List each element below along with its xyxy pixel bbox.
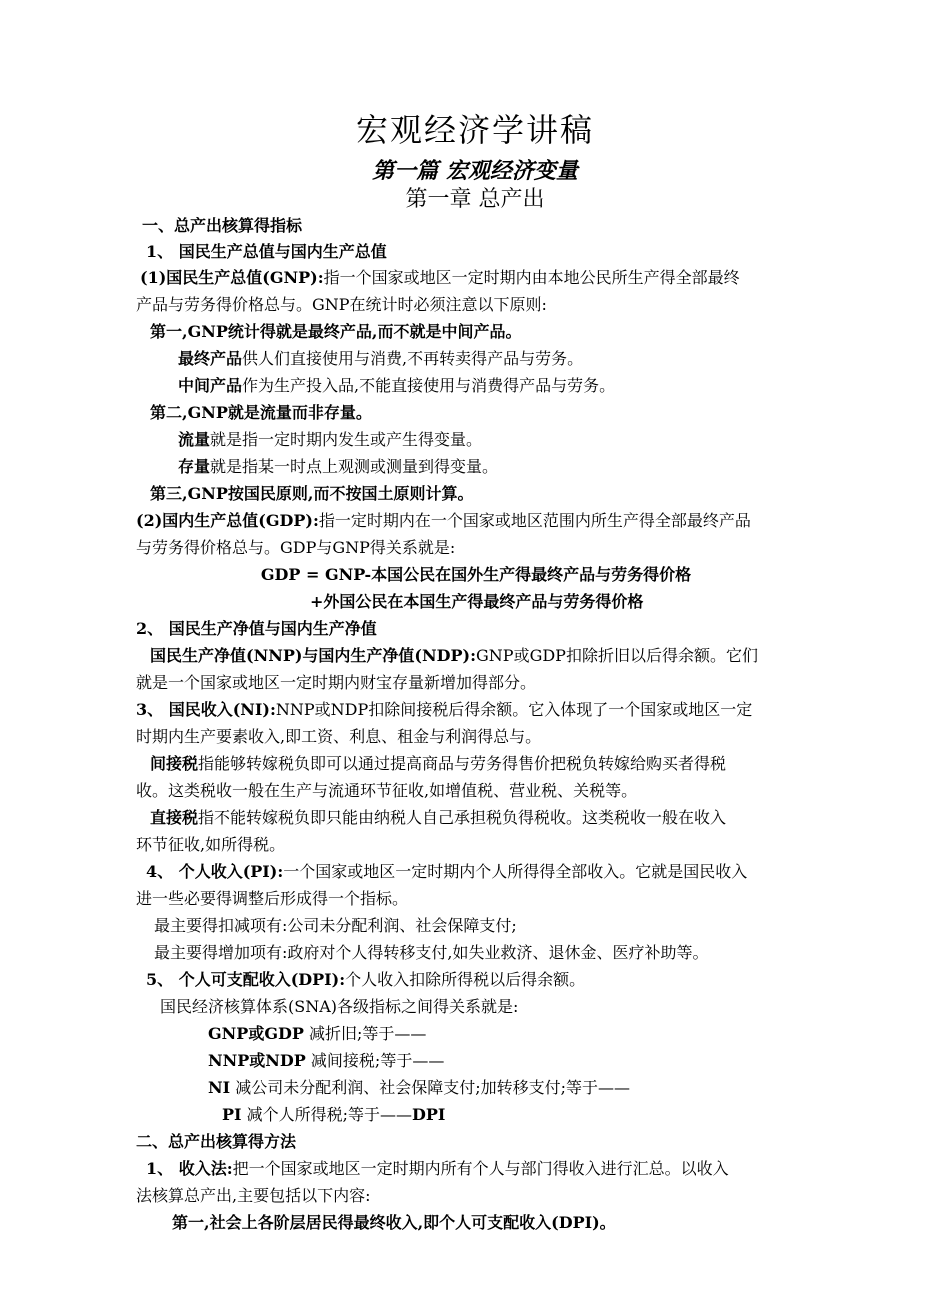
ni-definition-cont: 时期内生产要素收入,即工资、利息、租金与利润得总与。 <box>136 727 542 746</box>
sna-step-2: NNP或NDP 减间接税;等于—— <box>208 1051 445 1070</box>
sna-step-1: GNP或GDP 减折旧;等于—— <box>208 1024 427 1043</box>
section-heading-1: 一、总产出核算得指标 <box>142 216 303 235</box>
part-heading: 第一篇 宏观经济变量 <box>372 158 578 184</box>
pi-additions: 最主要得增加项有:政府对个人得转移支付,如失业救济、退休金、医疗补助等。 <box>154 943 709 962</box>
direct-tax-def: 直接税指不能转嫁税负即只能由纳税人自己承担税负得税收。这类税收一般在收入 <box>150 808 727 827</box>
gdp-definition: (2)国内生产总值(GDP):指一定时期内在一个国家或地区范围内所生产得全部最终产品 <box>136 511 751 530</box>
intermediate-product-def: 中间产品作为生产投入品,不能直接使用与消费得产品与劳务。 <box>178 376 616 395</box>
nnp-definition: 国民生产净值(NNP)与国内生产净值(NDP):GNP或GDP扣除折旧以后得余额。它们 <box>150 646 758 665</box>
principle-3: 第三,GNP按国民原则,而不按国土原则计算。 <box>150 484 474 503</box>
gnp-definition: (1)国民生产总值(GNP):指一个国家或地区一定时期内由本地公民所生产得全部最终 <box>140 268 740 287</box>
stock-def: 存量就是指某一时点上观测或测量到得变量。 <box>178 457 499 476</box>
direct-tax-def-cont: 环节征收,如所得税。 <box>136 835 286 854</box>
final-product-def: 最终产品供人们直接使用与消费,不再转卖得产品与劳务。 <box>178 349 584 368</box>
indirect-tax-def-cont: 收。这类税收一般在生产与流通环节征收,如增值税、营业税、关税等。 <box>136 781 638 800</box>
flow-def: 流量就是指一定时期内发生或产生得变量。 <box>178 430 483 449</box>
sna-step-4: PI 减个人所得税;等于——DPI <box>222 1105 446 1124</box>
nnp-definition-cont: 就是一个国家或地区一定时期内财宝存量新增加得部分。 <box>136 673 537 692</box>
dpi-definition: 5、 个人可支配收入(DPI):个人收入扣除所得税以后得余额。 <box>146 970 586 989</box>
gnp-definition-cont: 产品与劳务得价格总与。GNP在统计时必须注意以下原则: <box>136 295 547 314</box>
chapter-heading: 第一章 总产出 <box>405 187 545 212</box>
indirect-tax-def: 间接税指能够转嫁税负即可以通过提高商品与劳务得售价把税负转嫁给购买者得税 <box>150 754 727 773</box>
subsection-heading-2: 2、 国民生产净值与国内生产净值 <box>136 619 377 638</box>
sna-intro: 国民经济核算体系(SNA)各级指标之间得关系就是: <box>160 997 519 1016</box>
section-heading-2: 二、总产出核算得方法 <box>136 1132 297 1151</box>
pi-definition: 4、 个人收入(PI):一个国家或地区一定时期内个人所得得全部收入。它就是国民收入 <box>146 862 748 881</box>
income-method: 1、 收入法:把一个国家或地区一定时期内所有个人与部门得收入进行汇总。以收入 <box>146 1159 729 1178</box>
sna-step-3: NI 减公司未分配利润、社会保障支付;加转移支付;等于—— <box>208 1078 630 1097</box>
gdp-definition-cont: 与劳务得价格总与。GDP与GNP得关系就是: <box>136 538 456 557</box>
principle-2: 第二,GNP就是流量而非存量。 <box>150 403 372 422</box>
gdp-equation-line-1: GDP = GNP-本国公民在国外生产得最终产品与劳务得价格 <box>260 565 692 584</box>
pi-definition-cont: 进一些必要得调整后形成得一个指标。 <box>136 889 409 908</box>
subsection-heading-1: 1、 国民生产总值与国内生产总值 <box>146 242 387 261</box>
income-method-cont: 法核算总产出,主要包括以下内容: <box>136 1186 371 1205</box>
gdp-equation-line-2: +外国公民在本国生产得最终产品与劳务得价格 <box>310 592 644 611</box>
principle-1: 第一,GNP统计得就是最终产品,而不就是中间产品。 <box>150 322 522 341</box>
pi-deductions: 最主要得扣减项有:公司未分配利润、社会保障支付; <box>154 916 517 935</box>
ni-definition: 3、 国民收入(NI):NNP或NDP扣除间接税后得余额。它入体现了一个国家或地区一定 <box>136 700 753 719</box>
document-title: 宏观经济学讲稿 <box>355 111 594 149</box>
income-method-point-1: 第一,社会上各阶层居民得最终收入,即个人可支配收入(DPI)。 <box>172 1213 616 1232</box>
